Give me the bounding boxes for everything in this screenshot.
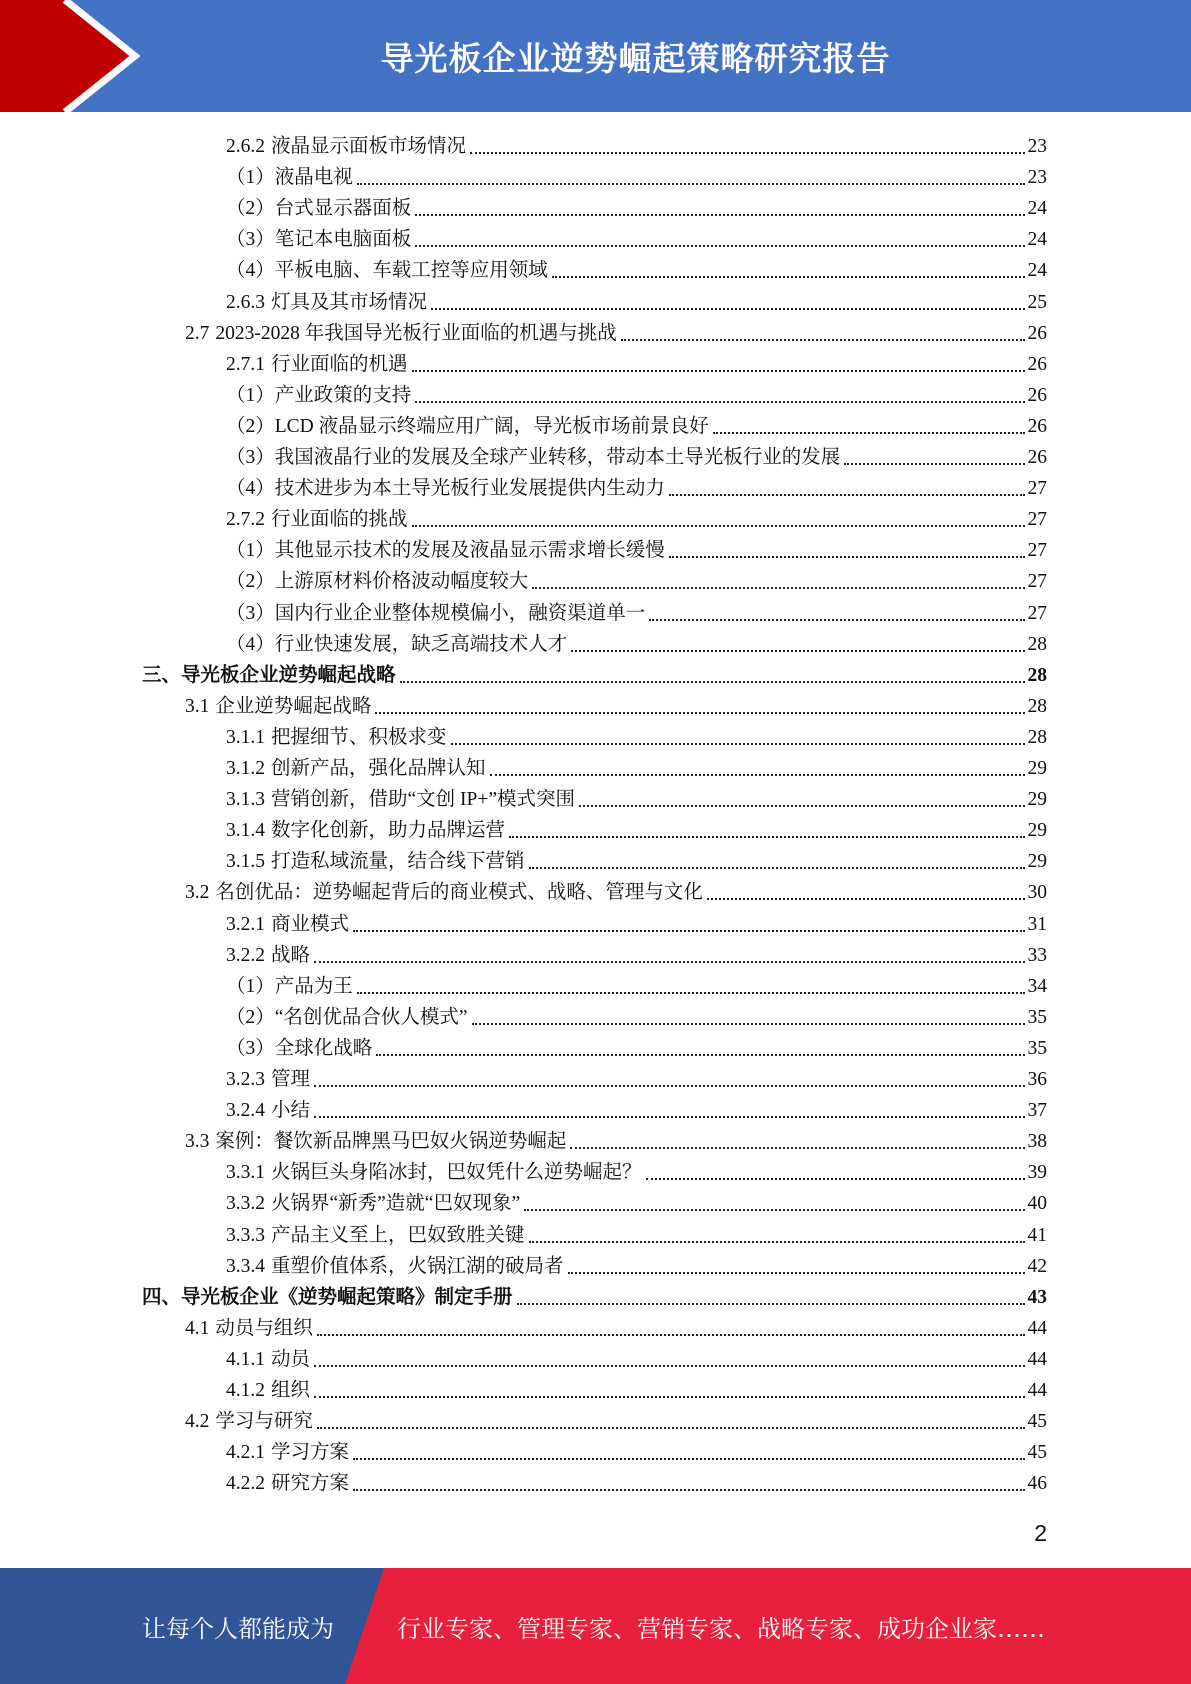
toc-dot-leader	[532, 587, 1025, 589]
toc-entry-page: 45	[1027, 1442, 1047, 1464]
toc-entry-page: 29	[1027, 820, 1047, 842]
toc-entry[interactable]	[226, 1248, 1047, 1279]
toc-entry-page: 28	[1027, 664, 1047, 686]
toc-entry-number: 3.3.2	[226, 1193, 265, 1215]
toc-entry-page: 43	[1027, 1286, 1047, 1308]
toc-dot-leader	[579, 805, 1025, 807]
toc-entry[interactable]	[226, 781, 1047, 812]
toc-entry-number: 3.2.3	[226, 1069, 265, 1090]
toc-entry-title: （2）“名创优品合伙人模式”	[226, 1006, 468, 1028]
toc-dot-leader	[314, 1396, 1025, 1398]
report-title: 导光板企业逆势崛起策略研究报告	[380, 38, 891, 78]
toc-dot-leader	[552, 276, 1025, 278]
toc-entry-number: 2.7.1	[226, 353, 265, 375]
toc-dot-leader	[353, 930, 1025, 932]
toc-entry-number: 3.2.2	[226, 944, 265, 966]
toc-entry[interactable]	[226, 563, 1047, 594]
toc-entry-number: 3.1.3	[226, 789, 265, 811]
toc-entry[interactable]	[226, 1465, 1047, 1496]
toc-dot-leader	[490, 774, 1025, 776]
toc-entry-title: 学习与研究	[215, 1411, 313, 1433]
toc-entry-page: 44	[1027, 1380, 1047, 1401]
toc-entry[interactable]	[226, 377, 1047, 408]
toc-entry-page: 36	[1027, 1069, 1047, 1090]
footer-banner	[0, 1568, 1191, 1684]
toc-dot-leader	[451, 743, 1025, 745]
toc-entry-title: （3）我国液晶行业的发展及全球产业转移，带动本土导光板行业的发展	[226, 447, 841, 468]
toc-entry-page: 28	[1027, 695, 1047, 717]
toc-dot-leader	[314, 961, 1025, 963]
toc-dot-leader	[470, 152, 1025, 154]
toc-dot-leader	[570, 1147, 1025, 1149]
toc-entry-page: 33	[1027, 944, 1047, 966]
toc-entry-page: 44	[1027, 1317, 1047, 1339]
toc-entry-title: （3）全球化战略	[226, 1037, 373, 1059]
toc-entry-number: 2.7	[185, 322, 210, 344]
toc-entry-number: 3.3.3	[226, 1224, 265, 1246]
toc-dot-leader	[314, 1085, 1025, 1087]
toc-entry-title: 2023-2028 年我国导光板行业面临的机遇与挑战	[215, 322, 617, 344]
toc-entry-title: 产品主义至上，巴奴致胜关键	[271, 1224, 525, 1246]
toc-entry-title: 数字化创新，助力品牌运营	[271, 820, 506, 842]
toc-entry[interactable]	[226, 843, 1047, 874]
page-number: 2	[1034, 1520, 1047, 1546]
toc-entry-title: 火锅界“新秀”造就“巴奴现象”	[271, 1193, 521, 1215]
toc-dot-leader	[431, 308, 1025, 310]
toc-entry-number: 3.1.5	[226, 851, 265, 873]
toc-entry[interactable]	[226, 470, 1047, 501]
toc-entry-page: 30	[1027, 882, 1047, 904]
toc-dot-leader	[376, 1054, 1025, 1056]
toc-dot-leader	[517, 1303, 1025, 1305]
toc-entry-page: 40	[1027, 1193, 1047, 1215]
toc-entry-number: 3.1	[185, 695, 210, 717]
toc-entry-page: 28	[1027, 726, 1047, 748]
toc-entry-title: （3）笔记本电脑面板	[226, 229, 412, 251]
toc-entry[interactable]	[226, 159, 1047, 190]
toc-entry-title: （4）平板电脑、车载工控等应用领域	[226, 260, 548, 282]
toc-entry-page: 24	[1027, 198, 1047, 220]
toc-entry[interactable]	[226, 252, 1047, 283]
footer-slogan-right: 行业专家、管理专家、营销专家、战略专家、成功企业家……	[397, 1614, 1045, 1643]
toc-dot-leader	[472, 1023, 1025, 1025]
toc-entry-page: 27	[1027, 540, 1047, 562]
toc-entry[interactable]	[226, 1030, 1047, 1061]
toc-entry-number: 3.3	[185, 1131, 210, 1153]
toc-entry[interactable]	[185, 1310, 1047, 1341]
toc-entry-number: 3.2.4	[226, 1100, 265, 1122]
toc-entry-title: 四、导光板企业《逆势崛起策略》制定手册	[142, 1286, 513, 1308]
toc-entry[interactable]	[226, 346, 1047, 377]
toc-entry-title: 液晶显示面板市场情况	[271, 136, 467, 157]
toc-dot-leader	[412, 370, 1025, 372]
toc-entry-title: （4）行业快速发展，缺乏高端技术人才	[226, 633, 568, 655]
toc-entry[interactable]	[226, 221, 1047, 252]
toc-dot-leader	[713, 432, 1025, 434]
toc-entry-page: 24	[1027, 260, 1047, 282]
toc-entry-page: 31	[1027, 913, 1047, 935]
toc-entry[interactable]	[226, 408, 1047, 439]
toc-entry-title: 重塑价值体系，火锅江湖的破局者	[271, 1255, 564, 1277]
toc-entry[interactable]	[226, 1372, 1047, 1403]
toc-entry-page: 26	[1027, 447, 1047, 468]
toc-entry-title: 行业面临的挑战	[271, 509, 408, 531]
toc-dot-leader	[317, 1334, 1025, 1336]
toc-dot-leader	[669, 494, 1025, 496]
toc-entry-title: （2）上游原材料价格波动幅度较大	[226, 571, 529, 593]
toc-entry[interactable]	[226, 1434, 1047, 1465]
toc-entry-page: 39	[1027, 1162, 1047, 1184]
toc-entry-page: 29	[1027, 851, 1047, 873]
toc-entry[interactable]	[185, 874, 1047, 905]
toc-entry-page: 23	[1027, 167, 1047, 189]
toc-entry[interactable]	[226, 968, 1047, 999]
toc-entry-page: 34	[1027, 975, 1047, 997]
toc-entry-number: 3.3.4	[226, 1255, 265, 1277]
toc-entry-title: 火锅巨头身陷冰封，巴奴凭什么逆势崛起？	[271, 1162, 642, 1184]
toc-entry-number: 3.1.1	[226, 726, 265, 748]
toc-dot-leader	[357, 183, 1025, 185]
toc-entry-title: 案例：餐饮新品牌黑马巴奴火锅逆势崛起	[215, 1131, 567, 1153]
toc-entry-page: 27	[1027, 602, 1047, 624]
toc-entry-title: 灯具及其市场情况	[271, 291, 428, 313]
toc-entry-title: （1）其他显示技术的发展及液晶显示需求增长缓慢	[226, 540, 665, 562]
toc-entry[interactable]	[226, 999, 1047, 1030]
toc-entry[interactable]	[226, 1092, 1047, 1123]
toc-dot-leader	[415, 214, 1025, 216]
toc-entry-page: 27	[1027, 509, 1047, 531]
toc-entry-title: 名创优品：逆势崛起背后的商业模式、战略、管理与文化	[215, 882, 703, 904]
toc-entry[interactable]	[226, 937, 1047, 968]
toc-entry[interactable]	[226, 1185, 1047, 1216]
toc-dot-leader	[707, 898, 1025, 900]
toc-entry-page: 42	[1027, 1255, 1047, 1277]
toc-entry-number: 4.1.1	[226, 1348, 265, 1370]
toc-entry[interactable]	[226, 626, 1047, 657]
toc-entry-page: 44	[1027, 1348, 1047, 1370]
toc-entry-title: 商业模式	[271, 913, 350, 935]
toc-dot-leader	[568, 1272, 1025, 1274]
toc-entry-title: 战略	[271, 944, 311, 966]
toc-dot-leader	[375, 712, 1025, 714]
toc-dot-leader	[400, 681, 1025, 683]
toc-entry[interactable]	[226, 284, 1047, 315]
toc-entry[interactable]	[226, 750, 1047, 781]
toc-dot-leader	[529, 1241, 1025, 1243]
toc-entry-title: 企业逆势崛起战略	[215, 695, 372, 717]
toc-entry[interactable]	[185, 1123, 1047, 1154]
toc-entry[interactable]	[226, 719, 1047, 750]
toc-entry-number: 3.2	[185, 882, 210, 904]
toc-entry-page: 24	[1027, 229, 1047, 251]
toc-entry[interactable]	[226, 595, 1047, 626]
toc-entry[interactable]	[226, 1217, 1047, 1248]
toc-dot-leader	[529, 867, 1025, 869]
toc-entry[interactable]	[142, 657, 1047, 688]
toc-dot-leader	[412, 525, 1025, 527]
toc-dot-leader	[415, 245, 1025, 247]
toc-dot-leader	[415, 401, 1025, 403]
toc-entry-page: 29	[1027, 758, 1047, 779]
toc-dot-leader	[314, 1116, 1025, 1118]
toc-entry-page: 37	[1027, 1100, 1047, 1122]
toc-entry[interactable]	[185, 1403, 1047, 1434]
toc-entry[interactable]	[226, 501, 1047, 532]
toc-entry[interactable]	[226, 812, 1047, 843]
toc-entry[interactable]	[185, 315, 1047, 346]
toc-dot-leader	[524, 1209, 1025, 1211]
toc-entry-title: （1）液晶电视	[226, 167, 353, 189]
toc-entry-title: （1）产业政策的支持	[226, 384, 412, 406]
toc-dot-leader	[314, 1365, 1025, 1367]
toc-entry-number: 4.2.2	[226, 1473, 265, 1495]
toc-entry-page: 26	[1027, 322, 1047, 344]
toc-entry-page: 35	[1027, 1006, 1047, 1028]
toc-entry-title: 组织	[271, 1380, 311, 1401]
toc-entry-page: 38	[1027, 1131, 1047, 1153]
toc-entry-page: 23	[1027, 136, 1047, 157]
toc-entry-page: 25	[1027, 291, 1047, 313]
toc-entry-page: 26	[1027, 353, 1047, 375]
toc-dot-leader	[646, 1178, 1025, 1180]
toc-entry-number: 2.7.2	[226, 509, 265, 531]
toc-entry-page: 26	[1027, 415, 1047, 437]
toc-dot-leader	[669, 556, 1025, 558]
toc-entry-page: 45	[1027, 1411, 1047, 1433]
toc-entry-number: 4.2.1	[226, 1442, 265, 1464]
toc-entry-page: 41	[1027, 1224, 1047, 1246]
toc-entry-page: 27	[1027, 478, 1047, 500]
toc-entry-title: 小结	[271, 1100, 311, 1122]
toc-entry[interactable]	[185, 688, 1047, 719]
toc-dot-leader	[844, 463, 1025, 465]
toc-entry-number: 4.1	[185, 1317, 210, 1339]
toc-entry-title: 管理	[271, 1069, 311, 1090]
toc-entry[interactable]	[226, 128, 1047, 159]
toc-entry-title: （1）产品为王	[226, 975, 353, 997]
toc-entry-title: （2）台式显示器面板	[226, 198, 412, 220]
toc-dot-leader	[571, 650, 1025, 652]
toc-entry-title: 把握细节、积极求变	[271, 726, 447, 748]
toc-dot-leader	[353, 1489, 1025, 1491]
toc-dot-leader	[621, 339, 1025, 341]
toc-entry-title: 研究方案	[271, 1473, 350, 1495]
toc-entry[interactable]	[226, 439, 1047, 470]
toc-entry[interactable]	[142, 1279, 1047, 1310]
toc-entry[interactable]	[226, 1061, 1047, 1092]
toc-entry-page: 46	[1027, 1473, 1047, 1495]
toc-entry-page: 29	[1027, 789, 1047, 811]
toc-entry-title: 动员	[271, 1348, 311, 1370]
toc-entry-number: 4.1.2	[226, 1380, 265, 1401]
toc-dot-leader	[357, 992, 1025, 994]
toc-entry-title: 营销创新，借助“文创 IP+”模式突围	[271, 789, 576, 811]
toc-dot-leader	[509, 836, 1025, 838]
toc-entry-title: （4）技术进步为本土导光板行业发展提供内生动力	[226, 478, 665, 500]
toc-entry[interactable]	[226, 532, 1047, 563]
toc-entry[interactable]	[226, 1154, 1047, 1185]
toc-entry[interactable]	[226, 1341, 1047, 1372]
header-banner	[0, 0, 1191, 112]
toc-entry-page: 28	[1027, 633, 1047, 655]
toc-dot-leader	[317, 1427, 1025, 1429]
toc-entry[interactable]	[226, 190, 1047, 221]
toc-entry-number: 3.1.4	[226, 820, 265, 842]
toc-entry-title: （3）国内行业企业整体规模偏小，融资渠道单一	[226, 602, 646, 624]
toc-dot-leader	[649, 619, 1025, 621]
toc-entry-number: 2.6.3	[226, 291, 265, 313]
toc-entry-number: 2.6.2	[226, 136, 265, 157]
toc-entry-title: 打造私域流量，结合线下营销	[271, 851, 525, 873]
toc-entry-number: 3.3.1	[226, 1162, 265, 1184]
toc-entry-title: 三、导光板企业逆势崛起战略	[142, 664, 396, 686]
toc-entry-number: 3.1.2	[226, 758, 265, 779]
toc-entry-title: 创新产品，强化品牌认知	[271, 758, 486, 779]
toc-entry-title: （2）LCD 液晶显示终端应用广阔，导光板市场前景良好	[226, 415, 709, 437]
toc-entry-title: 动员与组织	[215, 1317, 313, 1339]
toc-entry-title: 学习方案	[271, 1442, 350, 1464]
toc-dot-leader	[353, 1458, 1025, 1460]
toc-entry-title: 行业面临的机遇	[271, 353, 408, 375]
toc-entry-page: 35	[1027, 1037, 1047, 1059]
footer-slogan-left: 让每个人都能成为	[142, 1614, 334, 1643]
toc-entry-page: 26	[1027, 384, 1047, 406]
toc-entry-number: 3.2.1	[226, 913, 265, 935]
toc-entry[interactable]	[226, 906, 1047, 937]
toc-entry-number: 4.2	[185, 1411, 210, 1433]
toc-entry-page: 27	[1027, 571, 1047, 593]
